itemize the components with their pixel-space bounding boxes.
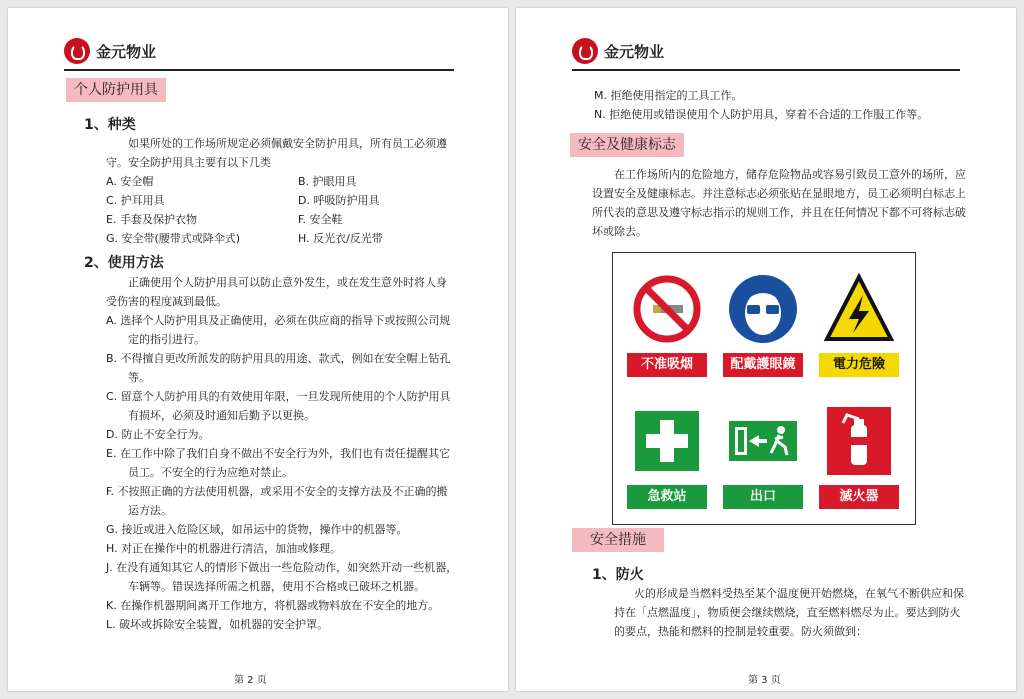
sign-label: 不准吸烟	[627, 353, 707, 377]
usage-line: C. 留意个人防护用具的有效使用年限，一旦发现所使用的个人防护用具	[106, 390, 451, 403]
usage-line: 员工。不安全的行为应绝对禁止。	[106, 466, 293, 479]
brand-name: 金元物业	[96, 42, 157, 61]
brand-name: 金元物业	[604, 42, 665, 61]
sign-label: 滅火器	[819, 485, 899, 509]
usage-line: H. 对正在操作中的机器进行清洁，加油或修理。	[106, 542, 342, 555]
usage-line: J. 在没有通知其它人的情形下做出一些危险动作，如突然开动一些机器，	[106, 561, 458, 574]
types-heading: 1、种类	[84, 117, 136, 133]
header-rule	[64, 69, 454, 71]
usage-line: 定的指引进行。	[106, 333, 205, 346]
usage-line: 车辆等。错误选择所需之机器，使用不合格或已破坏之机器。	[106, 580, 425, 593]
usage-line: B. 不得擅自更改所派发的防护用具的用途、款式，例如在安全帽上钻孔	[106, 352, 451, 365]
usage-line: 运方法。	[106, 504, 172, 517]
high-voltage-icon	[823, 271, 895, 347]
usage-line: G. 接近或进入危险区域，如吊运中的货物，操作中的机器等。	[106, 523, 408, 536]
usage-line: K. 在操作机器期间离开工作地方，将机器或物料放在不安全的地方。	[106, 599, 440, 612]
section-title-ppe: 个人防护用具	[66, 78, 166, 102]
company-logo-icon	[64, 38, 90, 64]
fire-line: 火的形成是当燃料受热至某个温度便开始燃烧，在氧气不断供应和保	[634, 587, 964, 600]
fire-heading: 1、防火	[592, 567, 644, 583]
sign-label: 配戴護眼鏡	[723, 353, 803, 377]
sign-label: 出口	[723, 485, 803, 509]
left-page	[8, 8, 508, 691]
sign-no-smoking	[627, 267, 707, 377]
section-title-signs: 安全及健康标志	[570, 133, 684, 157]
type-item: G. 安全带(腰带式或降伞式)	[106, 232, 241, 245]
page-number: 第 3 页	[748, 675, 781, 686]
type-item: E. 手套及保护衣物	[106, 213, 197, 226]
signs-intro-line: 在工作场所内的危险地方，储存危险物品或容易引致员工意外的场所，应	[592, 168, 966, 181]
type-item: F. 安全鞋	[298, 213, 343, 226]
first-aid-icon	[631, 403, 703, 479]
signs-intro-line: 设置安全及健康标志。并注意标志必须张贴在显眼地方，员工必须明白标志上	[592, 187, 966, 200]
signs-intro-line: 坏或除去。	[592, 225, 647, 238]
safety-signs-panel	[612, 252, 916, 525]
sign-label: 急救站	[627, 485, 707, 509]
brand-header	[64, 38, 156, 64]
no-smoking-icon	[631, 271, 703, 347]
right-page	[516, 8, 1016, 691]
sign-first-aid	[627, 399, 707, 509]
types-intro-line: 守。安全防护用具主要有以下几类	[106, 156, 271, 169]
page-number: 第 2 页	[234, 675, 267, 686]
sign-wear-goggles	[723, 267, 803, 377]
usage-line: F. 不按照正确的方法使用机器，或采用不安全的支撑方法及不正确的搬	[106, 485, 448, 498]
sign-label: 電力危險	[819, 353, 899, 377]
brand-header	[572, 38, 664, 64]
fire-line: 的要点，热能和燃料的控制是较重要。防火须做到：	[614, 625, 867, 638]
company-logo-icon	[572, 38, 598, 64]
usage-line: 受伤害的程度减到最低。	[106, 295, 227, 308]
sign-exit	[723, 399, 803, 509]
usage-heading: 2、使用方法	[84, 255, 164, 271]
usage-line: A. 选择个人防护用具及正确使用，必须在供应商的指导下或按照公司规	[106, 314, 451, 327]
type-item: D. 呼吸防护用具	[298, 194, 380, 207]
goggles-icon	[727, 271, 799, 347]
sign-fire-extinguisher	[819, 399, 899, 509]
usage-line: E. 在工作中除了我们自身不做出不安全行为外，我们也有责任提醒其它	[106, 447, 450, 460]
type-item: C. 护耳用具	[106, 194, 165, 207]
signs-intro-line: 所代表的意思及遵守标志指示的规则工作，并且在任何情况下都不可将标志破	[592, 206, 966, 219]
type-item: A. 安全帽	[106, 175, 154, 188]
usage-line: L. 破坏或拆除安全装置，如机器的安全护罩。	[106, 618, 329, 631]
rule-line: N. 拒绝使用或错误使用个人防护用具，穿着不合适的工作服工作等。	[594, 108, 929, 121]
section-title-safety-measures: 安全措施	[572, 528, 664, 552]
usage-line: D. 防止不安全行为。	[106, 428, 210, 441]
exit-icon	[727, 403, 799, 479]
types-intro-line: 如果所处的工作场所规定必须佩戴安全防护用具，所有员工必须遵	[128, 137, 447, 150]
usage-line: 正确使用个人防护用具可以防止意外发生，或在发生意外时将人身	[106, 276, 447, 289]
rule-line: M. 拒绝使用指定的工具工作。	[594, 89, 743, 102]
fire-line: 持在「点燃温度」，物质便会继续燃烧，直至燃料燃尽为止。要达到防火	[614, 606, 961, 619]
sign-electrical-danger	[819, 267, 899, 377]
type-item: H. 反光衣/反光带	[298, 232, 383, 245]
type-item: B. 护眼用具	[298, 175, 357, 188]
fire-extinguisher-icon	[823, 403, 895, 479]
usage-line: 有损坏，必须及时通知后勤予以更换。	[106, 409, 315, 422]
usage-line: 等。	[106, 371, 150, 384]
header-rule	[572, 69, 960, 71]
